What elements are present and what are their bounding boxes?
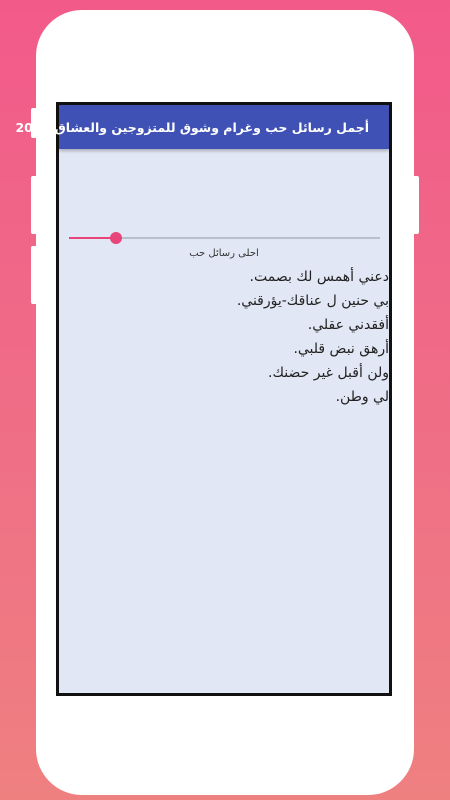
audio-seekbar[interactable] (69, 232, 380, 244)
poem-line: بي حنين ل عناقك-يؤرقني. (236, 293, 389, 309)
poem-line: أفقدني عقلي. (307, 317, 389, 333)
phone-side-button-left-3 (31, 246, 37, 304)
phone-side-button-right (413, 176, 419, 234)
phone-side-button-left-2 (31, 176, 37, 234)
poem-line: لي وطن. (335, 389, 389, 405)
seekbar-progress (69, 237, 116, 239)
seekbar-thumb[interactable] (110, 232, 122, 244)
poem-subtitle: احلى رسائل حب (189, 248, 259, 259)
poem-line: دعني أهمس لك بصمت. (249, 269, 389, 285)
toolbar-title: أجمل رسائل حب وغرام وشوق للمتزوجين والعشاق 2019 (15, 119, 369, 135)
poem-text (49, 265, 389, 409)
poem-line: ولن أقبل غير حضنك. (268, 365, 389, 381)
app-toolbar (15, 105, 389, 149)
poem-line: أرهق نبض قلبي. (293, 341, 389, 357)
app-screen (15, 102, 392, 696)
